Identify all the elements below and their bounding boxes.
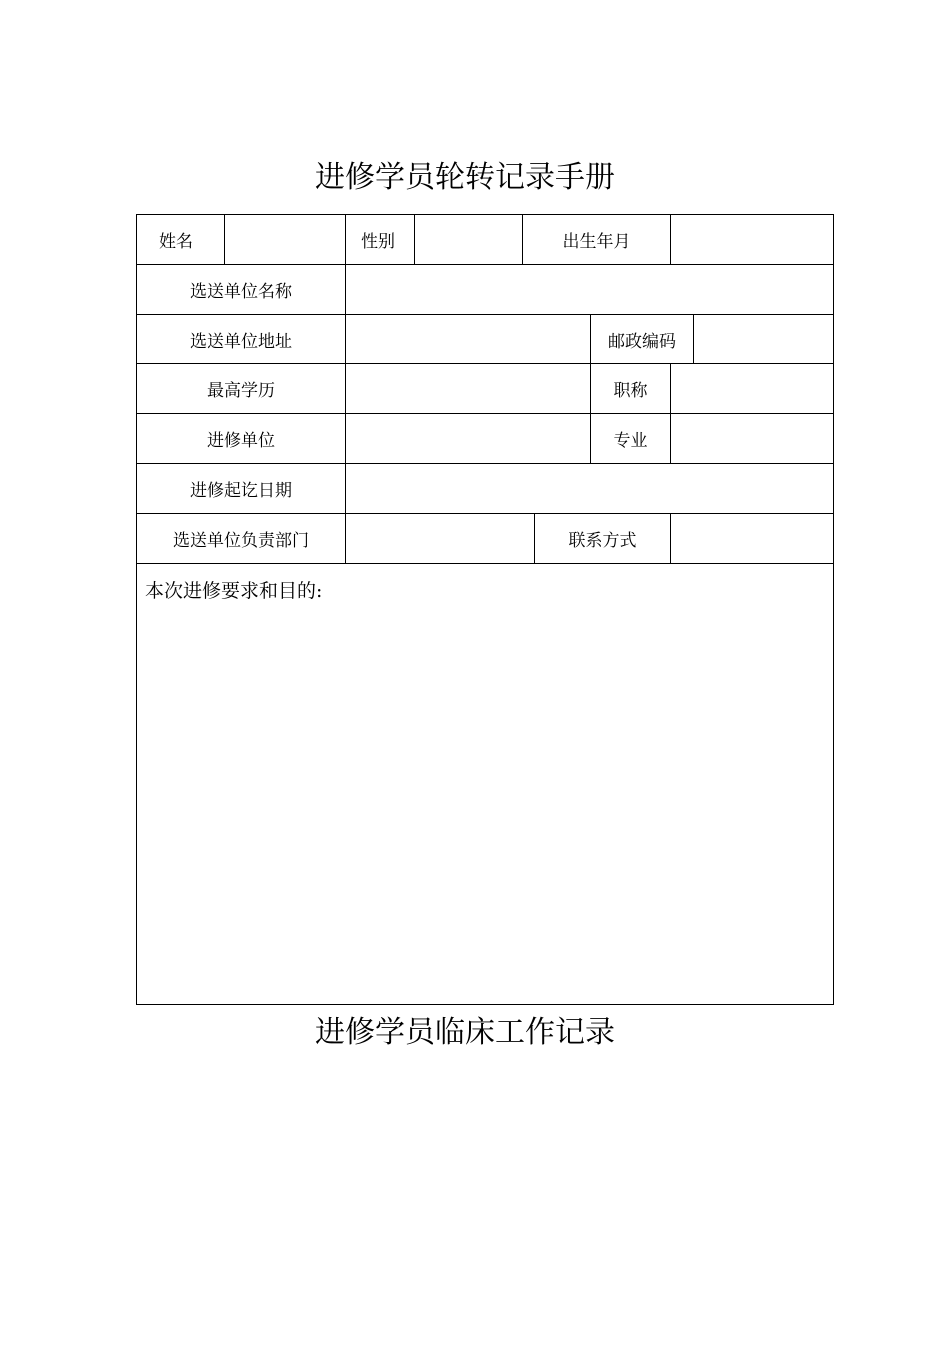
specialty-field[interactable]	[671, 414, 833, 464]
professional-title-label: 职称	[591, 364, 671, 414]
postcode-field[interactable]	[694, 315, 833, 364]
training-dates-label: 进修起讫日期	[137, 464, 346, 514]
sending-address-field[interactable]	[346, 315, 591, 364]
education-field[interactable]	[346, 364, 591, 414]
education-label: 最高学历	[137, 364, 346, 414]
gender-field[interactable]	[415, 215, 523, 265]
name-label: 姓名	[137, 215, 225, 265]
page-title: 进修学员轮转记录手册	[315, 160, 615, 195]
birth-date-label: 出生年月	[523, 215, 671, 265]
training-unit-field[interactable]	[346, 414, 591, 464]
section-title: 进修学员临床工作记录	[315, 1015, 615, 1050]
postcode-label: 邮政编码	[591, 315, 694, 364]
sending-unit-field[interactable]	[346, 265, 833, 315]
training-dates-field[interactable]	[346, 464, 833, 514]
contact-label: 联系方式	[535, 514, 671, 564]
responsible-dept-label: 选送单位负责部门	[137, 514, 346, 564]
birth-date-field[interactable]	[671, 215, 833, 265]
professional-title-field[interactable]	[671, 364, 833, 414]
sending-unit-label: 选送单位名称	[137, 265, 346, 315]
purpose-label: 本次进修要求和目的:	[145, 580, 323, 602]
sending-address-label: 选送单位地址	[137, 315, 346, 364]
responsible-dept-field[interactable]	[346, 514, 535, 564]
purpose-section[interactable]	[137, 564, 833, 1004]
training-unit-label: 进修单位	[137, 414, 346, 464]
name-field[interactable]	[225, 215, 346, 265]
gender-label: 性别	[346, 215, 415, 265]
specialty-label: 专业	[591, 414, 671, 464]
contact-field[interactable]	[671, 514, 833, 564]
